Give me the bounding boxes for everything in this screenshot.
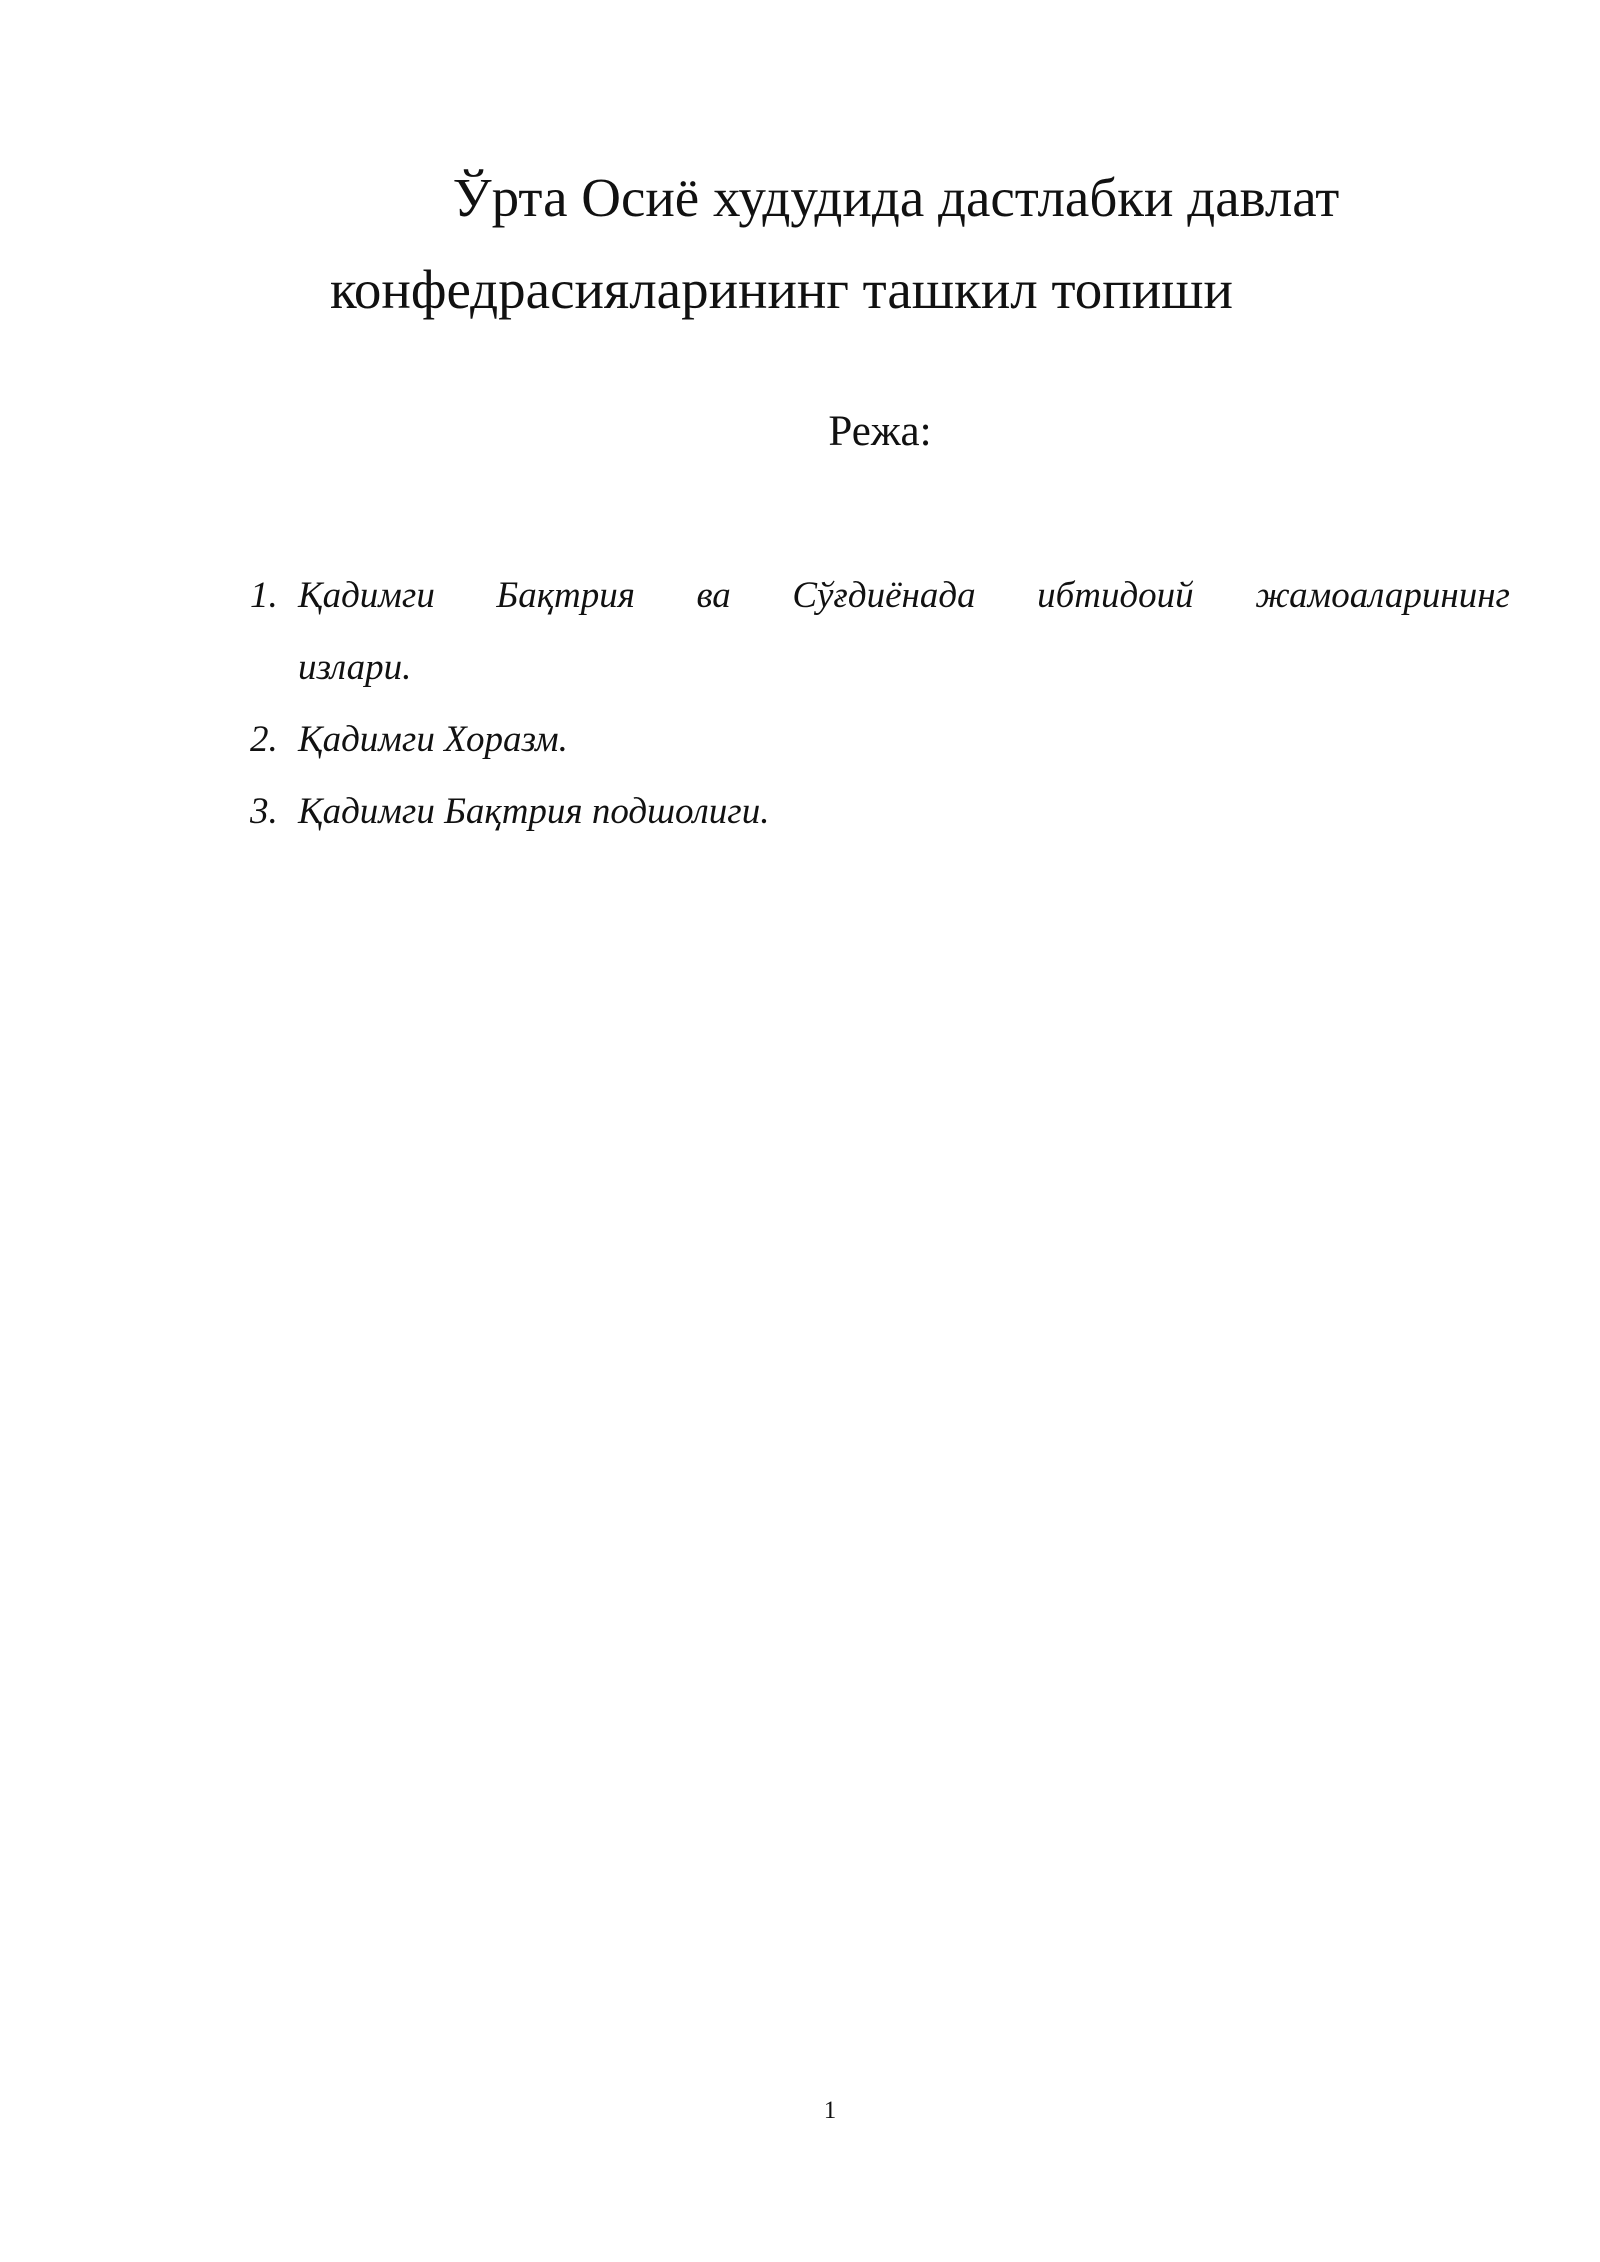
plan-heading: Режа:	[828, 408, 932, 455]
plan-item-number: 3.	[250, 791, 278, 832]
plan-item-1	[250, 560, 1510, 704]
plan-item-number: 1.	[250, 575, 278, 616]
plan-item-3	[250, 776, 1510, 848]
plan-item-text: Қадимги Хоразм.	[298, 719, 568, 760]
plan-item-text-line-2: излари.	[298, 647, 412, 688]
plan-item-2	[250, 704, 1510, 776]
plan-list	[250, 560, 1510, 848]
title-line-1: Ўрта Осиё худудида дастлабки давлат	[452, 167, 1340, 228]
plan-item-text: Қадимги Бақтрия подшолиги.	[298, 791, 770, 832]
plan-item-number: 2.	[250, 719, 278, 760]
page-number: 1	[823, 2097, 837, 2124]
document-title	[330, 152, 1390, 336]
title-line-2: конфедрасияларининг ташкил топиши	[330, 259, 1233, 320]
plan-item-text-line-1: Қадимги Бақтрия ва Сўғдиёнада ибтидоий жамоаларининг	[298, 575, 1510, 616]
